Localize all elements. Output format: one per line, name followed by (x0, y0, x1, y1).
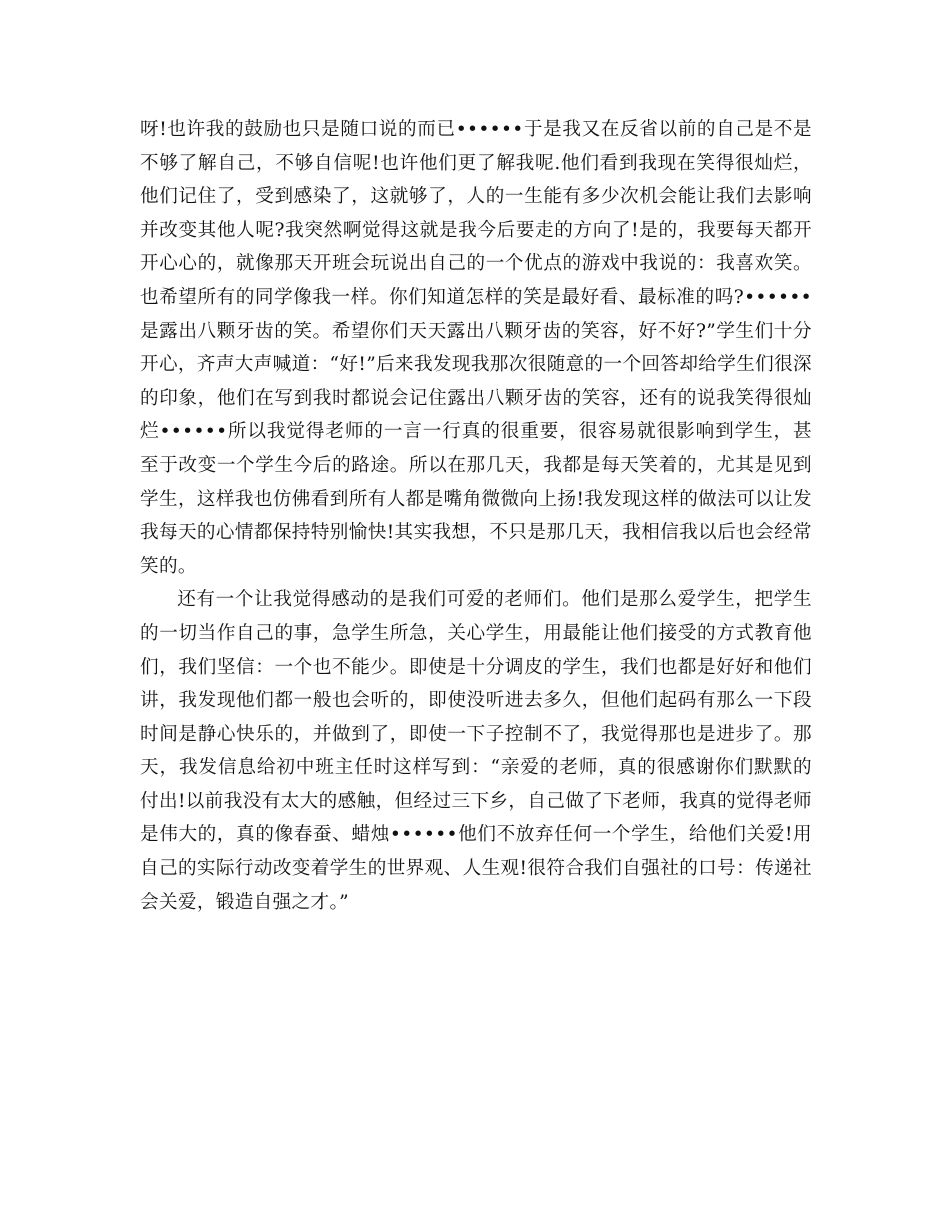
document-page (140, 113, 812, 919)
paragraph-continuation: 呀!也许我的鼓励也只是随口说的而已••••••于是我又在反省以前的自己是不是不够了解自己，不够自信呢!也许他们更了解我呢.他们看到我现在笑得很灿烂，他们记住了，受到感染了，这就够了，人的一生能有多少次机会能让我们去影响并改变其他人呢?我突然啊觉得这就是我今后要走的方向了!是的，我要每天都开开心心的，就像那天开班会玩说出自己的一个优点的游戏中我说的：我喜欢笑。也希望所有的同学像我一样。你们知道怎样的笑是最好看、最标准的吗?••••••是露出八颗牙齿的笑。希望你们天天露出八颗牙齿的笑容，好不好?”学生们十分开心，齐声大声喊道：“好!”后来我发现我那次很随意的一个回答却给学生们很深的印象，他们在写到我时都说会记住露出八颗牙齿的笑容，还有的说我笑得很灿烂••••••所以我觉得老师的一言一行真的很重要，很容易就很影响到学生，甚至于改变一个学生今后的路途。所以在那几天，我都是每天笑着的，尤其是见到学生，这样我也仿佛看到所有人都是嘴角微微向上扬!我发现这样的做法可以让发我每天的心情都保持特别愉快!其实我想，不只是那几天，我相信我以后也会经常笑的。 (140, 119, 812, 577)
paragraph-teachers: 还有一个让我觉得感动的是我们可爱的老师们。他们是那么爱学生，把学生的一切当作自己的事，急学生所急，关心学生，用最能让他们接受的方式教育他们，我们坚信：一个也不能少。即使是十分调皮的学生，我们也都是好好和他们讲，我发现他们都一般也会听的，即使没听进去多久，但他们起码有那么一下段时间是静心快乐的，并做到了，即使一下子控制不了，我觉得那也是进步了。那天，我发信息给初中班主任时这样写到：“亲爱的老师，真的很感谢你们默默的付出!以前我没有太大的感触，但经过三下乡，自己做了下老师，我真的觉得老师是伟大的，真的像春蚕、蜡烛••••••他们不放弃任何一个学生，给他们关爱!用自己的实际行动改变着学生的世界观、人生观!很符合我们自强社的口号：传递社会关爱，锻造自强之才。” (140, 589, 812, 913)
